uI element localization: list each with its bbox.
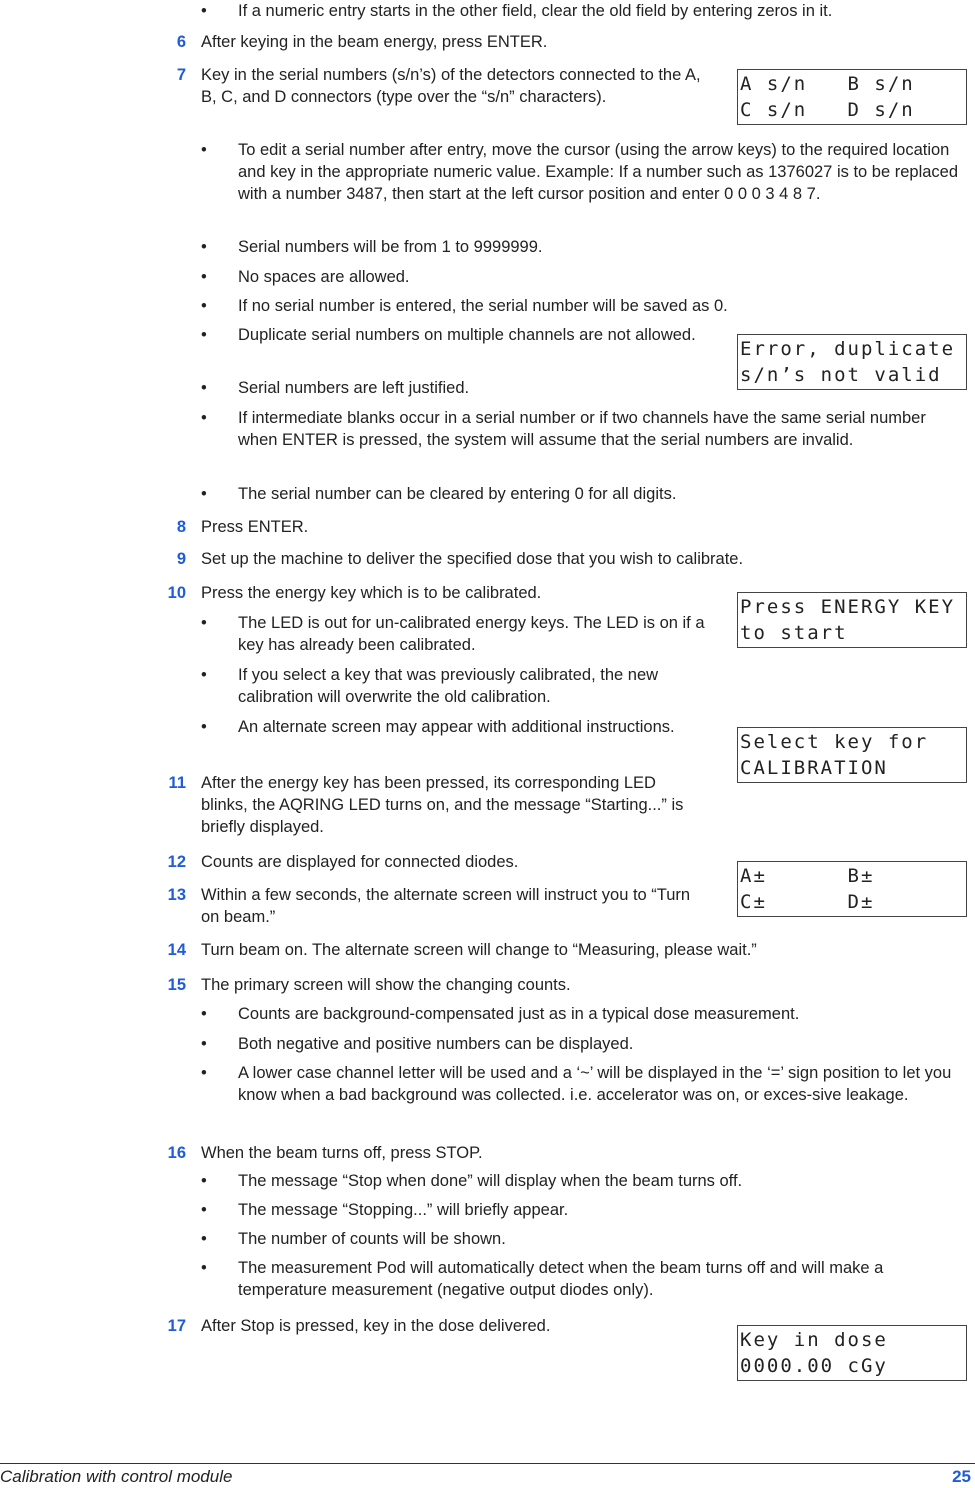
bullet-text: Counts are background-compensated just as in a typical dose measurement. [238,1005,800,1023]
lcd-serial-numbers [737,69,967,125]
bullet-text: Both negative and positive numbers can be displayed. [238,1035,634,1053]
step-text: When the beam turns off, press STOP. [201,1144,483,1162]
lcd-line: Select key for [740,731,929,753]
lcd-line: Key in dose [740,1329,888,1351]
step-number: 13 [167,886,186,904]
lcd-counts [737,861,967,917]
lcd-line: C± D± [740,891,875,913]
step-number: 15 [167,976,186,994]
bullet-marker: • [201,666,207,684]
bullet-marker: • [201,141,207,159]
lcd-line: Press ENERGY KEY [740,596,956,618]
lcd-line: s/n’s not valid [740,364,942,386]
step-number: 10 [167,584,186,602]
step-text: The primary screen will show the changing counts. [201,976,571,994]
bullet-text: If no serial number is entered, the serial number will be saved as 0. [238,297,728,315]
step-text: After Stop is pressed, key in the dose delivered. [201,1317,551,1335]
step-number: 14 [167,941,186,959]
lcd-key-in-dose [737,1325,967,1381]
bullet-marker: • [201,1064,207,1082]
bullet-text: Serial numbers are left justified. [238,379,470,397]
step-number: 11 [168,774,186,792]
bullet-text: If a numeric entry starts in the other field, clear the old field by entering zeros in it. [238,2,833,20]
bullet-marker: • [201,1259,207,1277]
lcd-line: 0000.00 cGy [740,1355,888,1377]
bullet-text: The measurement Pod will automatically detect when the beam turns off and will make a temperature measurement (negative output diodes only). [238,1259,884,1299]
step-number: 8 [176,518,186,536]
bullet-marker: • [201,379,207,397]
lcd-duplicate-error [737,334,967,390]
step-text: Counts are displayed for connected diodes. [201,853,519,871]
step-number: 17 [167,1317,186,1335]
bullet-text: The number of counts will be shown. [238,1230,506,1248]
step-text: After the energy key has been pressed, its corresponding LED blinks, the AQRING LED turns on, and the message “Starting...” is briefly displayed. [201,774,684,836]
step-number: 16 [167,1144,186,1162]
bullet-marker: • [201,1035,207,1053]
bullet-text: No spaces are allowed. [238,268,410,286]
lcd-line: Error, duplicate [740,338,956,360]
bullet-text: To edit a serial number after entry, move the cursor (using the arrow keys) to the required location and key in the appropriate numeric value. Example: If a number such as 1376027 is to be replaced with a number 3487, then start at the left cursor position and enter 0 0 0 3 4 8 7. [238,141,959,203]
lcd-line: A s/n B s/n [740,73,915,95]
step-number: 12 [167,853,186,871]
bullet-marker: • [201,1172,207,1190]
bullet-text: If intermediate blanks occur in a serial number or if two channels have the same serial number when ENTER is pressed, the system will assume that the serial numbers are invalid. [238,409,926,449]
step-number: 6 [176,33,186,51]
step-text: Within a few seconds, the alternate screen will instruct you to “Turn on beam.” [201,886,691,926]
bullet-text: Duplicate serial numbers on multiple channels are not allowed. [238,326,696,344]
bullet-marker: • [201,297,207,315]
bullet-text: The message “Stop when done” will display when the beam turns off. [238,1172,743,1190]
bullet-text: The LED is out for un-calibrated energy keys. The LED is on if a key has already been calibrated. [238,614,705,654]
bullet-text: If you select a key that was previously calibrated, the new calibration will overwrite the old calibration. [238,666,659,706]
bullet-marker: • [201,485,207,503]
step-text: Press the energy key which is to be calibrated. [201,584,542,602]
bullet-text: An alternate screen may appear with additional instructions. [238,718,675,736]
footer-page-number: 25 [952,1467,971,1486]
bullet-marker: • [201,409,207,427]
step-text: Set up the machine to deliver the specified dose that you wish to calibrate. [201,550,744,568]
footer-divider [0,1463,975,1464]
step-text: Press ENTER. [201,518,309,536]
step-text: Turn beam on. The alternate screen will change to “Measuring, please wait.” [201,941,757,959]
footer-section-title: Calibration with control module [0,1467,233,1486]
lcd-line: C s/n D s/n [740,99,915,121]
bullet-marker: • [201,2,207,20]
bullet-marker: • [201,1005,207,1023]
lcd-line: CALIBRATION [740,757,888,779]
bullet-marker: • [201,1230,207,1248]
step-number: 7 [176,66,186,84]
bullet-text: The serial number can be cleared by entering 0 for all digits. [238,485,677,503]
bullet-marker: • [201,326,207,344]
lcd-select-key [737,727,967,783]
bullet-marker: • [201,268,207,286]
bullet-marker: • [201,238,207,256]
lcd-line: to start [740,622,848,644]
step-text: After keying in the beam energy, press ENTER. [201,33,548,51]
bullet-text: A lower case channel letter will be used and a ‘~’ will be displayed in the ‘=’ sign position to let you know when a bad background was collected. i.e. accelerator was on, or exces-sive leakage. [238,1064,952,1104]
bullet-marker: • [201,1201,207,1219]
bullet-text: Serial numbers will be from 1 to 9999999. [238,238,543,256]
lcd-line: A± B± [740,865,875,887]
bullet-text: The message “Stopping...” will briefly appear. [238,1201,569,1219]
step-number: 9 [176,550,186,568]
bullet-marker: • [201,614,207,632]
bullet-marker: • [201,718,207,736]
step-text: Key in the serial numbers (s/n’s) of the detectors connected to the A, B, C, and D connectors (type over the “s/n” characters). [201,66,701,106]
lcd-press-energy-key [737,592,967,648]
